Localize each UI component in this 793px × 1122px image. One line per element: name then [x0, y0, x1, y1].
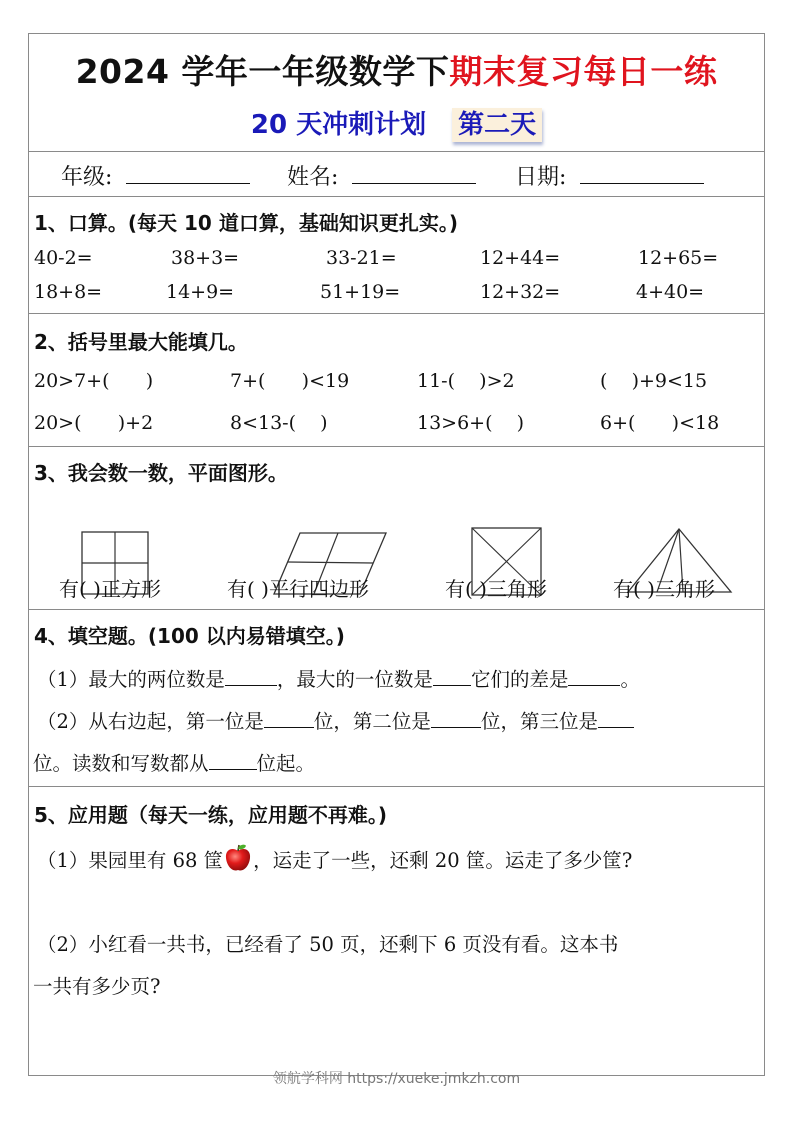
- name-blank[interactable]: [352, 165, 476, 184]
- answer-blank[interactable]: [568, 669, 620, 686]
- section-1-title: 1、口算。(每天 10 道口算，基础知识更扎实。): [34, 211, 458, 235]
- triangle-count-label-1: 有( )三角形: [445, 577, 547, 601]
- problem: 20>( )+2: [34, 412, 154, 434]
- question-text: 位。读数和写数都从: [33, 752, 209, 775]
- title-block: [29, 34, 764, 152]
- problem: 6+( )<18: [600, 412, 720, 434]
- worksheet: [28, 33, 765, 1076]
- problem: 40-2=: [34, 247, 93, 269]
- subtitle-plan: 20 天冲刺计划: [250, 110, 427, 140]
- problem: 12+44=: [480, 247, 561, 269]
- question-text: （1）果园里有 68 筐: [37, 849, 224, 872]
- title-black-part: 2024 学年一年级数学下: [75, 52, 450, 91]
- question-text: 。: [620, 668, 640, 691]
- answer-blank[interactable]: [264, 711, 314, 728]
- question-text: 位，第二位是: [313, 710, 431, 733]
- question-text: （1）最大的两位数是: [37, 668, 225, 691]
- answer-blank[interactable]: [209, 753, 257, 770]
- answer-blank[interactable]: [433, 669, 471, 686]
- word-problem-1: [37, 843, 632, 873]
- section-5-title: 5、应用题（每天一练，应用题不再难。): [34, 803, 388, 827]
- problem: 18+8=: [34, 281, 103, 303]
- word-problem-2: （2）小红看一共书，已经看了 50 页，还剩下 6 页没有看。这本书: [37, 933, 619, 956]
- problem: 12+65=: [638, 247, 719, 269]
- question-text: 它们的差是: [470, 668, 569, 691]
- square-count-label: 有( )正方形: [59, 577, 161, 601]
- grade-blank[interactable]: [126, 165, 250, 184]
- student-info-row: [29, 152, 764, 197]
- problem: 4+40=: [636, 281, 705, 303]
- section-2-title: 2、括号里最大能填几。: [34, 330, 248, 354]
- section-fill-blanks: [29, 610, 764, 787]
- section-3-title: 3、我会数一数，平面图形。: [34, 461, 288, 485]
- section-word-problems: [29, 787, 764, 1077]
- problem: 12+32=: [480, 281, 561, 303]
- date-field: [515, 160, 704, 191]
- grade-label: 年级:: [61, 165, 113, 190]
- answer-blank[interactable]: [431, 711, 481, 728]
- name-field: [287, 160, 476, 191]
- question-text: 位，第三位是: [480, 710, 598, 733]
- date-blank[interactable]: [580, 165, 704, 184]
- question-text: 位起。: [256, 752, 316, 775]
- watermark: 领航学科网 https://xueke.jmkzh.com: [272, 1071, 521, 1087]
- question-text: ，运走了一些，还剩 20 筐。运走了多少筐?: [253, 849, 633, 872]
- page-title: [29, 46, 764, 93]
- triangle-count-label-2: 有( )三角形: [613, 577, 715, 601]
- problem: 11-( )>2: [417, 370, 515, 392]
- problem: ( )+9<15: [600, 370, 708, 392]
- problem: 13>6+( ): [417, 412, 525, 434]
- fill-question-1: [37, 664, 640, 692]
- word-problem-2-cont: 一共有多少页?: [33, 975, 161, 998]
- answer-blank[interactable]: [225, 669, 277, 686]
- problem: 38+3=: [171, 247, 240, 269]
- day-badge: 第二天: [452, 108, 542, 142]
- section-fill-brackets: [29, 314, 764, 447]
- grade-field: [61, 160, 250, 191]
- fill-question-2-cont: [33, 748, 315, 776]
- parallelogram-count-label: 有( )平行四边形: [227, 577, 369, 601]
- question-text: （2）从右边起，第一位是: [37, 710, 264, 733]
- date-label: 日期:: [515, 165, 567, 190]
- problem: 14+9=: [166, 281, 235, 303]
- subtitle: [29, 104, 764, 142]
- fill-question-2: [37, 706, 634, 734]
- answer-blank[interactable]: [598, 711, 634, 728]
- section-4-title: 4、填空题。(100 以内易错填空。): [34, 624, 345, 648]
- problem: 33-21=: [326, 247, 397, 269]
- title-red-part: 期末复习每日一练: [449, 52, 718, 91]
- section-mental-math: [29, 197, 764, 314]
- problem: 8<13-( ): [230, 412, 328, 434]
- name-label: 姓名:: [287, 165, 339, 190]
- question-text: ，最大的一位数是: [276, 668, 433, 691]
- problem: 7+( )<19: [230, 370, 350, 392]
- problem: 20>7+( ): [34, 370, 154, 392]
- problem: 51+19=: [320, 281, 401, 303]
- apple-icon: [223, 843, 253, 873]
- section-count-shapes: [29, 447, 764, 610]
